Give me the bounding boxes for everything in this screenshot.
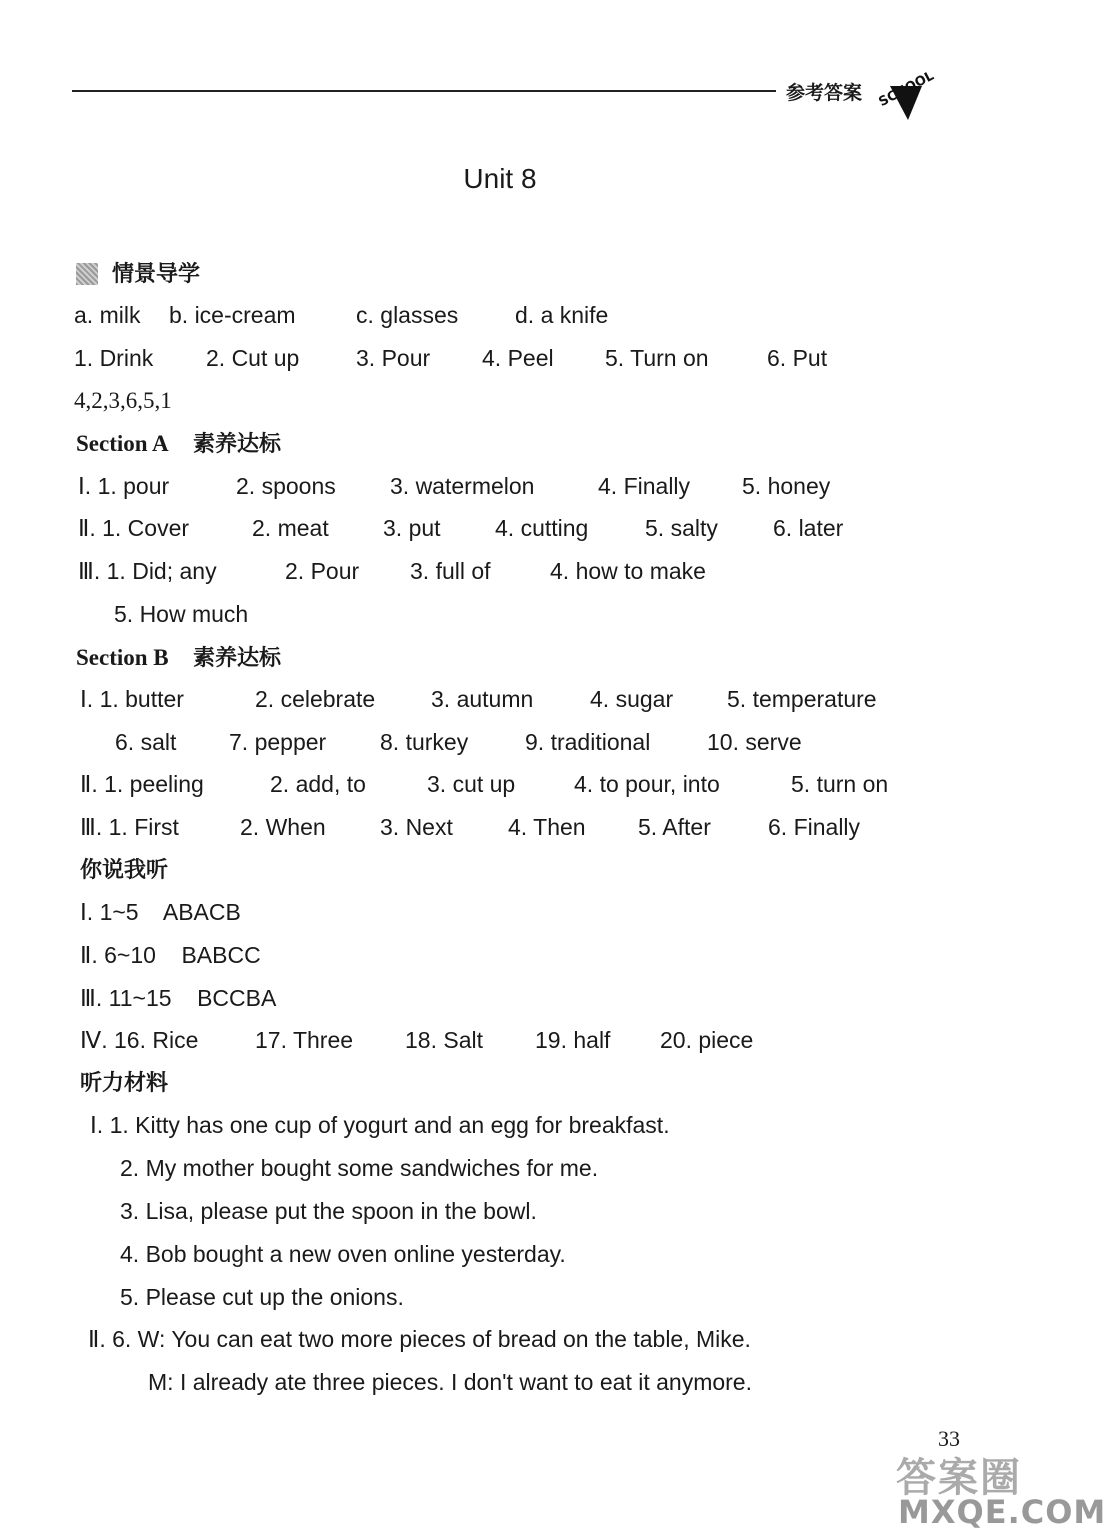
header-label: 参考答案 xyxy=(786,82,863,104)
answer: 4. Finally xyxy=(598,473,691,499)
answer: Ⅲ. 1. Did; any xyxy=(78,558,217,584)
answer: 3. watermelon xyxy=(390,473,535,499)
answer: Ⅱ. 1. Cover xyxy=(78,515,190,541)
answer: 5. temperature xyxy=(727,686,877,712)
answer: 5. After xyxy=(638,814,711,840)
section-b-row-1 xyxy=(80,683,920,715)
answer: 6. later xyxy=(773,515,844,541)
answer: 5. honey xyxy=(742,473,831,499)
listening-row-4 xyxy=(80,1024,880,1056)
answer: 5. Turn on xyxy=(605,345,709,371)
answer: 4. Then xyxy=(508,814,586,840)
answer: 5. turn on xyxy=(791,771,889,797)
answer: 5. salty xyxy=(645,515,718,541)
listening-row-1: Ⅰ. 1~5 ABACB xyxy=(80,899,241,925)
answer: c. glasses xyxy=(356,302,459,328)
answer: 6. Put xyxy=(767,345,828,371)
section-a-title-cn: 素养达标 xyxy=(193,432,282,457)
script-line-7: M: I already ate three pieces. I don't want to eat it anymore. xyxy=(148,1369,752,1395)
answer: 18. Salt xyxy=(405,1027,483,1053)
answer: 4. Peel xyxy=(482,345,554,371)
intro-row-3: 4,2,3,6,5,1 xyxy=(74,388,172,413)
section-marker-icon xyxy=(76,263,98,285)
answer: 4. how to make xyxy=(550,558,706,584)
answer: 2. Pour xyxy=(285,558,360,584)
header-rule xyxy=(72,90,776,92)
section-a-title: Section A xyxy=(76,431,169,456)
listening-heading: 你说我听 xyxy=(80,858,169,883)
section-b-row-3 xyxy=(80,768,920,800)
intro-row-1 xyxy=(74,299,774,331)
answer: 2. Cut up xyxy=(206,345,300,371)
answer: Ⅲ. 1. First xyxy=(80,814,179,840)
answer: 2. meat xyxy=(252,515,329,541)
section-b-title: Section B xyxy=(76,645,169,670)
answer: b. ice-cream xyxy=(169,302,296,328)
answer: 3. cut up xyxy=(427,771,516,797)
answer: 20. piece xyxy=(660,1027,754,1053)
section-a-row-3 xyxy=(78,555,878,587)
answer: a. milk xyxy=(74,302,141,328)
answer: 3. Next xyxy=(380,814,453,840)
listening-row-3: Ⅲ. 11~15 BCCBA xyxy=(80,985,277,1011)
answer: 2. celebrate xyxy=(255,686,376,712)
script-line-3: 3. Lisa, please put the spoon in the bowl. xyxy=(120,1198,537,1224)
answer: 1. Drink xyxy=(74,345,154,371)
section-a-heading xyxy=(76,427,281,459)
answer: 2. add, to xyxy=(270,771,366,797)
section-a-row-1 xyxy=(78,470,878,502)
script-line-5: 5. Please cut up the onions. xyxy=(120,1284,404,1310)
intro-heading: 情景导学 xyxy=(112,262,201,287)
answer: 3. Pour xyxy=(356,345,431,371)
section-a-row-4: 5. How much xyxy=(114,601,249,627)
answer: 4. to pour, into xyxy=(574,771,720,797)
answer: 4. cutting xyxy=(495,515,589,541)
answer: Ⅰ. 1. pour xyxy=(78,473,170,499)
intro-heading-row xyxy=(76,257,200,289)
answer: d. a knife xyxy=(515,302,609,328)
script-heading: 听力材料 xyxy=(80,1071,169,1096)
answer: 2. When xyxy=(240,814,326,840)
script-line-2: 2. My mother bought some sandwiches for me. xyxy=(120,1155,599,1181)
script-line-1: Ⅰ. 1. Kitty has one cup of yogurt and an egg for breakfast. xyxy=(90,1112,670,1138)
answer: Ⅰ. 1. butter xyxy=(80,686,184,712)
answer: 4. sugar xyxy=(590,686,674,712)
answer: 17. Three xyxy=(255,1027,354,1053)
section-a-row-2 xyxy=(78,512,878,544)
script-line-4: 4. Bob bought a new oven online yesterday. xyxy=(120,1241,566,1267)
listening-row-2: Ⅱ. 6~10 BABCC xyxy=(80,942,261,968)
answer: 3. put xyxy=(383,515,441,541)
answer: 10. serve xyxy=(707,729,802,755)
section-b-row-2 xyxy=(115,726,915,758)
answer: 6. salt xyxy=(115,729,177,755)
answer: 2. spoons xyxy=(236,473,336,499)
answer: 3. full of xyxy=(410,558,491,584)
section-b-row-4 xyxy=(80,811,880,843)
section-b-title-cn: 素养达标 xyxy=(193,646,282,671)
answer: 9. traditional xyxy=(525,729,651,755)
page-title: Unit 8 xyxy=(463,163,537,194)
answer: 8. turkey xyxy=(380,729,469,755)
answer: Ⅳ. 16. Rice xyxy=(80,1027,199,1053)
logo-text: SCHOOL xyxy=(876,68,937,111)
watermark-cn: 答案圈 xyxy=(896,1455,1022,1501)
intro-row-2 xyxy=(74,342,874,374)
answer: 7. pepper xyxy=(229,729,327,755)
school-logo xyxy=(872,58,944,122)
answer: Ⅱ. 1. peeling xyxy=(80,771,204,797)
watermark-en: MXQE.COM xyxy=(898,1493,1106,1531)
section-b-heading xyxy=(76,641,281,673)
answer: 3. autumn xyxy=(431,686,534,712)
answer: 19. half xyxy=(535,1027,611,1053)
answer: 6. Finally xyxy=(768,814,861,840)
script-line-6: Ⅱ. 6. W: You can eat two more pieces of bread on the table, Mike. xyxy=(88,1326,751,1352)
page-number: 33 xyxy=(938,1426,960,1451)
